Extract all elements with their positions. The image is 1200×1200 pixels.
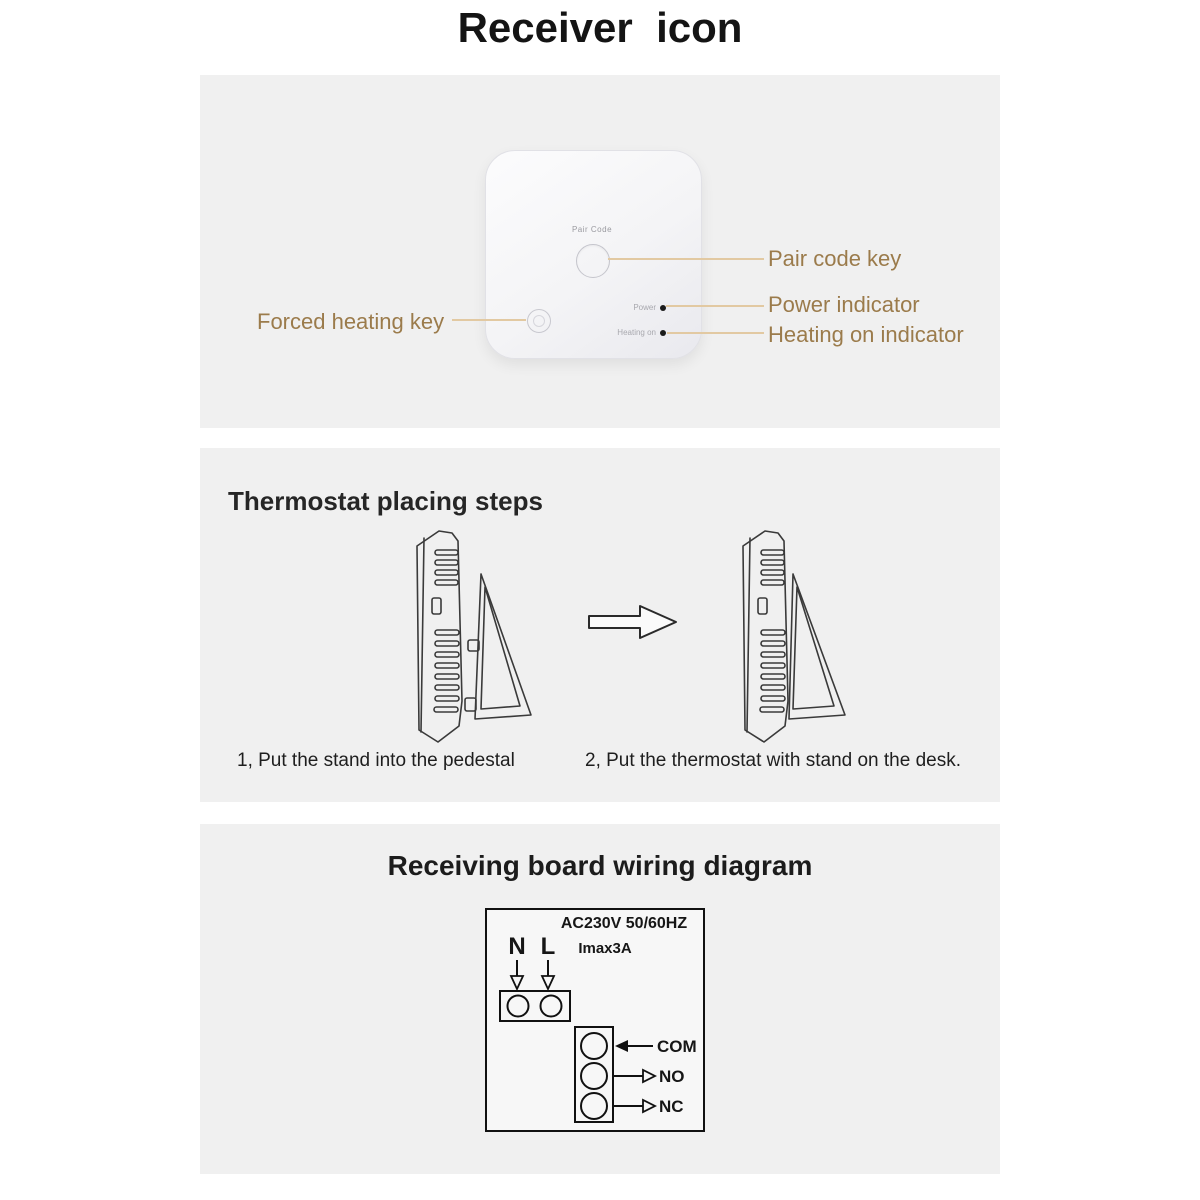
wiring-heading: Receiving board wiring diagram: [387, 850, 813, 881]
callout-heating-on-indicator: Heating on indicator: [768, 322, 964, 347]
callout-forced-heating-key: Forced heating key: [257, 309, 445, 334]
thermostat-with-attached-stand-drawing: [731, 526, 849, 748]
terminal-l-label: L: [540, 933, 556, 960]
placing-steps-heading: Thermostat placing steps: [228, 486, 543, 516]
heating-led-dot: [660, 330, 666, 336]
supply-rating-text: AC230V 50/60HZ: [560, 915, 688, 932]
com-label: COM: [657, 1037, 697, 1056]
receiver-panel: [200, 75, 1000, 428]
imax-text: Imax3A: [578, 940, 632, 957]
wiring-panel: [200, 824, 1000, 1174]
thermostat-with-separate-stand-drawing: [405, 526, 537, 748]
stand-attached: [789, 574, 845, 719]
no-label: NO: [659, 1067, 685, 1086]
callout-pair-code-key: Pair code key: [768, 246, 902, 271]
wiring-diagram: [485, 908, 705, 1132]
device-pair-code-text: Pair Code: [571, 225, 613, 234]
leader-line-power: [666, 305, 764, 307]
step-arrow-icon: [588, 604, 678, 640]
stand-side-view: [465, 574, 531, 719]
forced-heating-button: [527, 309, 551, 333]
leader-line-forced: [452, 319, 526, 321]
terminal-n-label: N: [508, 933, 526, 960]
flame-icon: [533, 315, 545, 327]
device-power-text: Power: [633, 303, 656, 312]
step-2-caption: 2, Put the thermostat with stand on the desk.: [585, 750, 961, 771]
receiver-device-image: [485, 150, 702, 359]
device-heating-text: Heating on: [617, 328, 656, 337]
page-title: Receiver icon: [457, 4, 743, 51]
thermostat-side-view: [417, 531, 462, 742]
nc-label: NC: [659, 1097, 684, 1116]
thermostat-side-view: [743, 531, 788, 742]
placing-steps-panel: [200, 448, 1000, 802]
leader-line-heating: [667, 332, 764, 334]
pair-code-button: [576, 244, 610, 278]
callout-power-indicator: Power indicator: [768, 292, 920, 317]
leader-line-pair-code: [608, 258, 764, 260]
step-1-caption: 1, Put the stand into the pedestal: [237, 750, 515, 771]
